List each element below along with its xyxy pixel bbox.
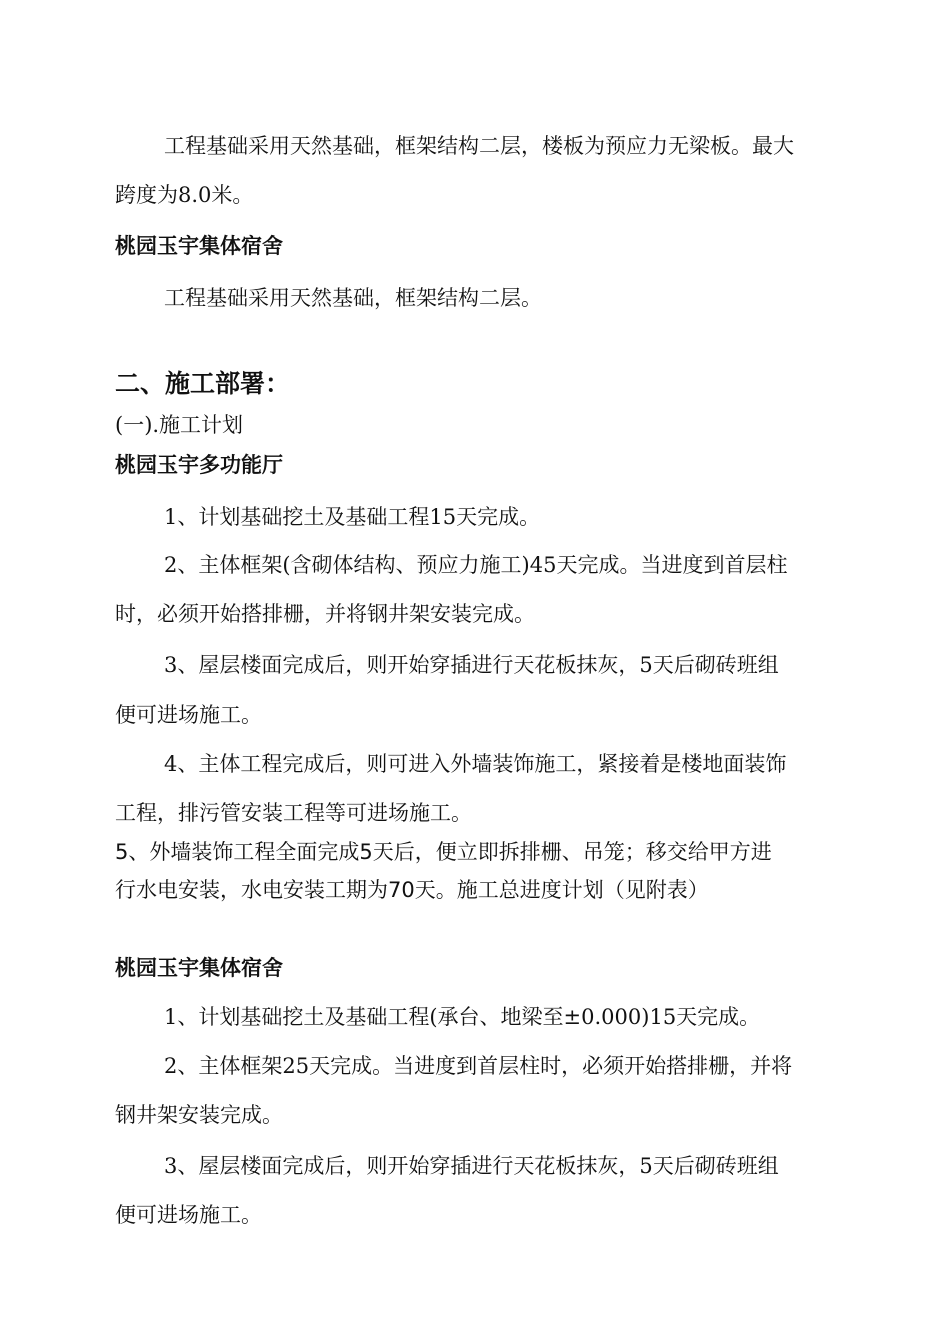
paragraph-line: 工程基础采用天然基础，框架结构二层，楼板为预应力无梁板。最大 bbox=[164, 134, 794, 158]
paragraph-line: 工程基础采用天然基础，框架结构二层。 bbox=[164, 286, 542, 310]
paragraph-line: 便可进场施工。 bbox=[115, 703, 262, 727]
section-heading: 二、施工部署： bbox=[115, 369, 291, 398]
paragraph-line: 跨度为8.0米。 bbox=[115, 183, 254, 207]
paragraph-line: 工程，排污管安装工程等可进场施工。 bbox=[115, 801, 472, 825]
paragraph-line: 时，必须开始搭排栅，并将钢井架安装完成。 bbox=[115, 602, 535, 626]
list-item: 3、屋层楼面完成后，则开始穿插进行天花板抹灰，5天后砌砖班组 bbox=[164, 653, 779, 677]
section-subtitle: 桃园玉宇集体宿舍 bbox=[115, 956, 283, 980]
paragraph-line: 行水电安装，水电安装工期为70天。施工总进度计划（见附表） bbox=[115, 878, 709, 902]
subsection-heading: (一).施工计划 bbox=[115, 413, 244, 437]
list-item: 1、计划基础挖土及基础工程(承台、地梁至±0.000)15天完成。 bbox=[164, 1005, 761, 1029]
list-item: 4、主体工程完成后，则可进入外墙装饰施工，紧接着是楼地面装饰 bbox=[164, 752, 787, 776]
list-item: 3、屋层楼面完成后，则开始穿插进行天花板抹灰，5天后砌砖班组 bbox=[164, 1154, 779, 1178]
list-item: 2、主体框架25天完成。当进度到首层柱时，必须开始搭排栅，并将 bbox=[164, 1054, 793, 1078]
paragraph-line: 便可进场施工。 bbox=[115, 1203, 262, 1227]
section-subtitle: 桃园玉宇集体宿舍 bbox=[115, 234, 283, 258]
section-subtitle: 桃园玉宇多功能厅 bbox=[115, 453, 283, 477]
paragraph-line: 钢井架安装完成。 bbox=[115, 1103, 283, 1127]
list-item: 1、计划基础挖土及基础工程15天完成。 bbox=[164, 505, 541, 529]
list-item: 5、外墙装饰工程全面完成5天后，便立即拆排栅、吊笼；移交给甲方进 bbox=[115, 840, 772, 864]
list-item: 2、主体框架(含砌体结构、预应力施工)45天完成。当进度到首层柱 bbox=[164, 553, 788, 577]
